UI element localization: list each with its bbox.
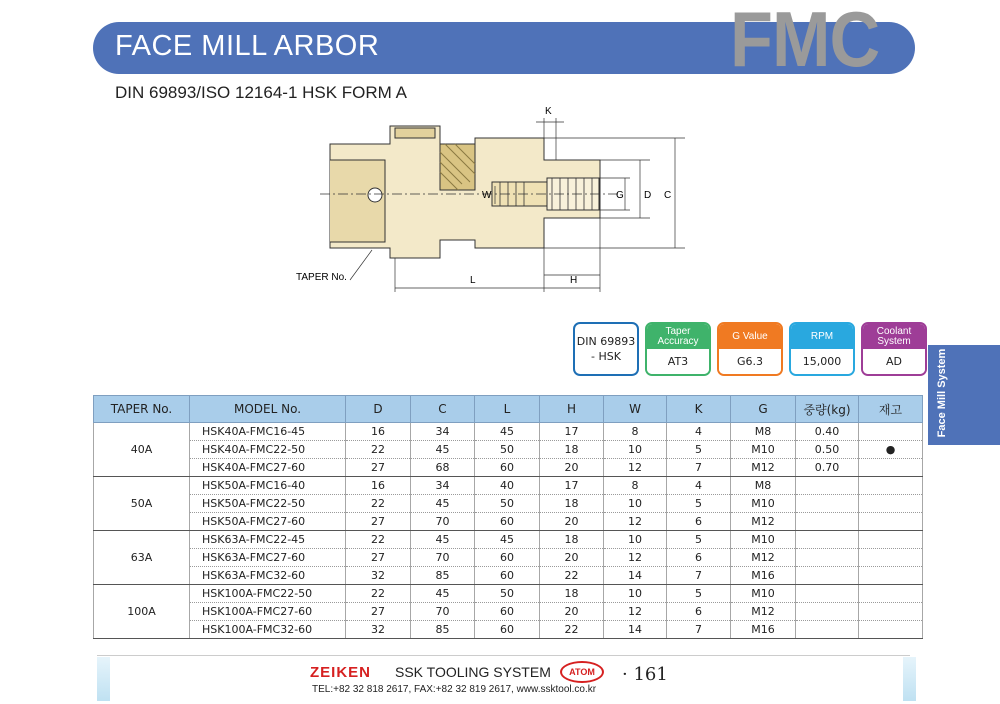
badge-value: 15,000 xyxy=(791,349,853,374)
value-cell xyxy=(796,495,859,513)
value-cell: 4 xyxy=(667,477,731,495)
value-cell: 5 xyxy=(667,531,731,549)
value-cell xyxy=(796,549,859,567)
value-cell xyxy=(859,585,923,603)
value-cell: 22 xyxy=(346,495,411,513)
value-cell: 7 xyxy=(667,621,731,639)
value-cell xyxy=(859,621,923,639)
value-cell: 5 xyxy=(667,495,731,513)
value-cell: ● xyxy=(859,441,923,459)
value-cell xyxy=(796,585,859,603)
model-cell: HSK40A-FMC16-45 xyxy=(190,423,346,441)
value-cell: 22 xyxy=(540,567,604,585)
value-cell: 70 xyxy=(411,513,475,531)
footer-system: SSK TOOLING SYSTEM xyxy=(395,664,551,680)
value-cell xyxy=(859,513,923,531)
value-cell: M12 xyxy=(731,603,796,621)
model-cell: HSK100A-FMC27-60 xyxy=(190,603,346,621)
taper-cell: 100A xyxy=(94,585,190,639)
value-cell: M16 xyxy=(731,621,796,639)
value-cell: 45 xyxy=(411,495,475,513)
value-cell: 10 xyxy=(604,441,667,459)
value-cell xyxy=(859,567,923,585)
spec-badges xyxy=(573,322,927,376)
badge-value: G6.3 xyxy=(719,349,781,374)
value-cell: 22 xyxy=(346,585,411,603)
value-cell xyxy=(796,621,859,639)
value-cell: M12 xyxy=(731,513,796,531)
badge-g-value xyxy=(717,322,783,376)
dim-k: K xyxy=(545,106,552,117)
value-cell: M16 xyxy=(731,567,796,585)
value-cell xyxy=(859,531,923,549)
col-k: K xyxy=(667,396,731,423)
value-cell: 34 xyxy=(411,423,475,441)
model-cell: HSK40A-FMC22-50 xyxy=(190,441,346,459)
badge-label: G Value xyxy=(719,324,781,349)
side-tab xyxy=(928,345,1000,445)
standard-subtitle: DIN 69893/ISO 12164-1 HSK FORM A xyxy=(115,83,407,102)
badge-value: AD xyxy=(863,349,925,374)
value-cell: 0.70 xyxy=(796,459,859,477)
value-cell: 18 xyxy=(540,495,604,513)
value-cell: 0.50 xyxy=(796,441,859,459)
table-row xyxy=(94,603,923,621)
value-cell: 7 xyxy=(667,459,731,477)
value-cell: 16 xyxy=(346,477,411,495)
value-cell: 60 xyxy=(475,459,540,477)
dim-c: C xyxy=(664,190,672,201)
coolant-hole xyxy=(368,188,382,202)
table-row xyxy=(94,513,923,531)
arbor-drawing xyxy=(290,100,710,300)
page-number: · 161 xyxy=(622,664,668,685)
table-row xyxy=(94,621,923,639)
value-cell: 12 xyxy=(604,549,667,567)
series-code: FMC xyxy=(730,0,880,83)
value-cell: M10 xyxy=(731,585,796,603)
taper-cell: 50A xyxy=(94,477,190,531)
col-weight: 중량(kg) xyxy=(796,396,859,423)
value-cell: 20 xyxy=(540,513,604,531)
value-cell xyxy=(859,459,923,477)
model-cell: HSK50A-FMC16-40 xyxy=(190,477,346,495)
value-cell: 60 xyxy=(475,603,540,621)
value-cell: 12 xyxy=(604,513,667,531)
col-h: H xyxy=(540,396,604,423)
value-cell: 32 xyxy=(346,567,411,585)
value-cell: 60 xyxy=(475,513,540,531)
value-cell xyxy=(859,423,923,441)
value-cell: M10 xyxy=(731,531,796,549)
value-cell: 50 xyxy=(475,495,540,513)
footer-contact: TEL:+82 32 818 2617, FAX:+82 32 819 2617, www.ssktool.co.kr xyxy=(312,684,597,695)
value-cell xyxy=(859,603,923,621)
table-row xyxy=(94,531,923,549)
value-cell xyxy=(796,513,859,531)
value-cell: 45 xyxy=(411,585,475,603)
value-cell: 5 xyxy=(667,441,731,459)
table-row xyxy=(94,495,923,513)
value-cell: 5 xyxy=(667,585,731,603)
value-cell: 27 xyxy=(346,513,411,531)
table-row xyxy=(94,459,923,477)
value-cell: 60 xyxy=(475,621,540,639)
taper-label: TAPER No. xyxy=(296,272,347,283)
value-cell: 22 xyxy=(540,621,604,639)
value-cell: 60 xyxy=(475,549,540,567)
value-cell xyxy=(796,477,859,495)
col-taper: TAPER No. xyxy=(94,396,190,423)
badge-din-line2: - HSK xyxy=(591,350,621,363)
value-cell: 68 xyxy=(411,459,475,477)
value-cell: M8 xyxy=(731,477,796,495)
value-cell: 85 xyxy=(411,621,475,639)
col-d: D xyxy=(346,396,411,423)
value-cell: 45 xyxy=(411,441,475,459)
badge-label: RPM xyxy=(791,324,853,349)
value-cell xyxy=(859,549,923,567)
dim-h: H xyxy=(570,275,578,286)
value-cell: 6 xyxy=(667,513,731,531)
value-cell: 20 xyxy=(540,459,604,477)
value-cell: 6 xyxy=(667,549,731,567)
value-cell: 10 xyxy=(604,531,667,549)
table-row xyxy=(94,585,923,603)
model-cell: HSK100A-FMC22-50 xyxy=(190,585,346,603)
value-cell: 4 xyxy=(667,423,731,441)
badge-rpm xyxy=(789,322,855,376)
table-row xyxy=(94,441,923,459)
value-cell: 18 xyxy=(540,531,604,549)
table-header-row xyxy=(94,396,923,423)
model-cell: HSK40A-FMC27-60 xyxy=(190,459,346,477)
value-cell: 17 xyxy=(540,423,604,441)
footer-stripe-left xyxy=(97,657,110,701)
badge-din-line1: DIN 69893 xyxy=(576,335,636,348)
value-cell: 70 xyxy=(411,603,475,621)
value-cell: 45 xyxy=(411,531,475,549)
col-model: MODEL No. xyxy=(190,396,346,423)
value-cell xyxy=(859,477,923,495)
value-cell: M12 xyxy=(731,459,796,477)
side-tab-label: Face Mill System xyxy=(936,348,948,438)
badge-coolant xyxy=(861,322,927,376)
dim-d: D xyxy=(644,190,652,201)
model-cell: HSK63A-FMC32-60 xyxy=(190,567,346,585)
dim-w: W xyxy=(482,190,492,201)
value-cell: 17 xyxy=(540,477,604,495)
dim-g: G xyxy=(616,190,624,201)
value-cell xyxy=(796,567,859,585)
value-cell: M10 xyxy=(731,441,796,459)
value-cell: 10 xyxy=(604,495,667,513)
value-cell: M10 xyxy=(731,495,796,513)
value-cell: 50 xyxy=(475,441,540,459)
value-cell: 0.40 xyxy=(796,423,859,441)
badge-label: Taper Accuracy xyxy=(647,324,709,349)
atom-logo: ATOM xyxy=(560,661,604,683)
value-cell: 32 xyxy=(346,621,411,639)
value-cell: 27 xyxy=(346,459,411,477)
value-cell: 20 xyxy=(540,603,604,621)
taper-cell: 63A xyxy=(94,531,190,585)
value-cell: 8 xyxy=(604,423,667,441)
footer-stripe-right xyxy=(903,657,916,701)
model-cell: HSK63A-FMC27-60 xyxy=(190,549,346,567)
value-cell: 45 xyxy=(475,423,540,441)
dim-l: L xyxy=(470,275,476,286)
value-cell: 27 xyxy=(346,603,411,621)
value-cell: 18 xyxy=(540,441,604,459)
badge-label: Coolant System xyxy=(863,324,925,349)
col-l: L xyxy=(475,396,540,423)
value-cell: 34 xyxy=(411,477,475,495)
value-cell: 22 xyxy=(346,531,411,549)
value-cell: 6 xyxy=(667,603,731,621)
value-cell: 14 xyxy=(604,621,667,639)
value-cell: 70 xyxy=(411,549,475,567)
value-cell: M8 xyxy=(731,423,796,441)
model-cell: HSK63A-FMC22-45 xyxy=(190,531,346,549)
col-stock: 재고 xyxy=(859,396,923,423)
value-cell: M12 xyxy=(731,549,796,567)
value-cell: 10 xyxy=(604,585,667,603)
value-cell: 60 xyxy=(475,567,540,585)
table-row xyxy=(94,477,923,495)
value-cell xyxy=(796,531,859,549)
value-cell: 27 xyxy=(346,549,411,567)
value-cell: 7 xyxy=(667,567,731,585)
value-cell: 20 xyxy=(540,549,604,567)
value-cell: 45 xyxy=(475,531,540,549)
value-cell: 12 xyxy=(604,459,667,477)
badge-taper-accuracy xyxy=(645,322,711,376)
badge-value: AT3 xyxy=(647,349,709,374)
badge-din xyxy=(573,322,639,376)
value-cell: 16 xyxy=(346,423,411,441)
value-cell xyxy=(796,603,859,621)
col-c: C xyxy=(411,396,475,423)
model-cell: HSK50A-FMC22-50 xyxy=(190,495,346,513)
col-w: W xyxy=(604,396,667,423)
table-row xyxy=(94,423,923,441)
table-row xyxy=(94,549,923,567)
col-g: G xyxy=(731,396,796,423)
value-cell: 40 xyxy=(475,477,540,495)
value-cell xyxy=(859,495,923,513)
value-cell: 18 xyxy=(540,585,604,603)
value-cell: 8 xyxy=(604,477,667,495)
spec-table xyxy=(93,395,923,639)
model-cell: HSK100A-FMC32-60 xyxy=(190,621,346,639)
value-cell: 50 xyxy=(475,585,540,603)
model-cell: HSK50A-FMC27-60 xyxy=(190,513,346,531)
zeiken-logo: ZEIKEN xyxy=(310,664,372,681)
table-row xyxy=(94,567,923,585)
taper-cell: 40A xyxy=(94,423,190,477)
page-title: FACE MILL ARBOR xyxy=(115,30,380,62)
value-cell: 22 xyxy=(346,441,411,459)
value-cell: 14 xyxy=(604,567,667,585)
value-cell: 12 xyxy=(604,603,667,621)
value-cell: 85 xyxy=(411,567,475,585)
